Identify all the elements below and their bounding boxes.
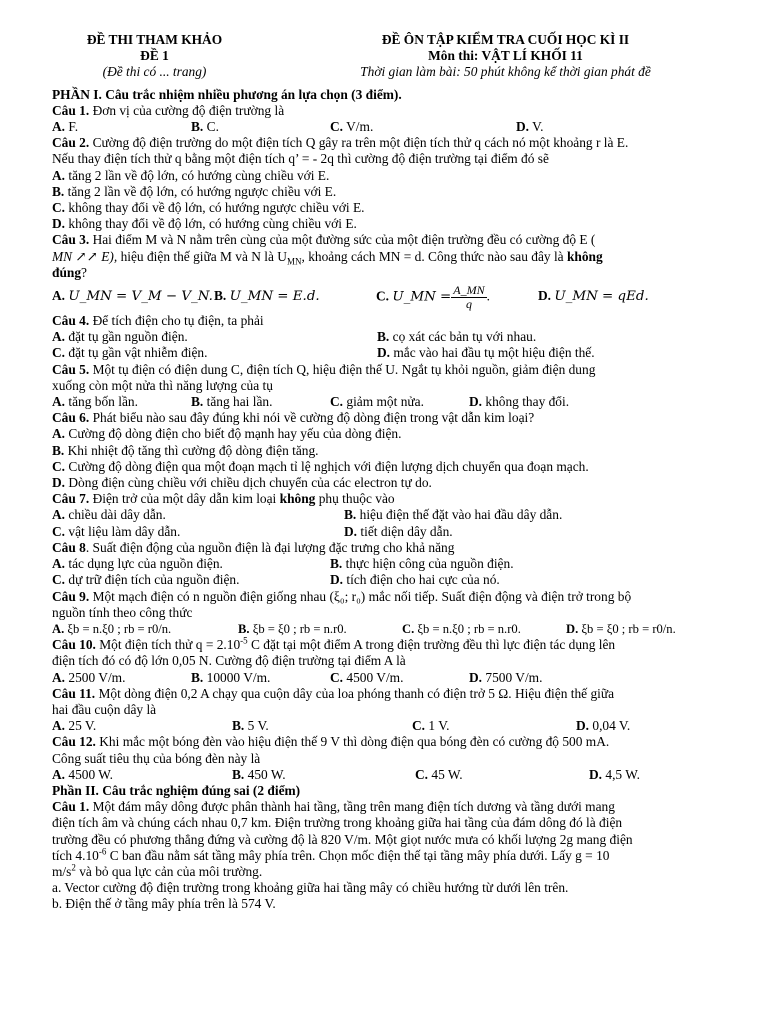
option-b[interactable]: B. tăng 2 lần về độ lớn, có hướng ngược chiều với E. — [52, 183, 337, 199]
header-left-note: (Đề thi có ... trang) — [102, 64, 207, 80]
q4-options-2 — [52, 345, 724, 361]
question-9-line2: nguồn tính theo công thức — [52, 604, 193, 620]
option-b[interactable]: B. hiệu điện thế đặt vào hai đầu dây dẫn. — [344, 507, 563, 523]
exam-header — [52, 32, 724, 81]
part2-question-1-line2: điện tích âm và chúng cách nhau 0,7 km. Điện trường trong khoảng giữa hai tầng của đám dông đó là điện — [52, 815, 623, 831]
option-a[interactable]: A. tăng 2 lần về độ lớn, có hướng cùng chiều với E. — [52, 167, 330, 183]
question-9: Câu 9. Một mạch điện có n nguồn điện giống nhau (ξ₀; r₀) mắc nối tiếp. Suất điện động và điện trở trong bộ — [52, 588, 632, 604]
question-5-line2: xuống còn một nửa thì năng lượng của tụ — [52, 377, 273, 393]
part2-question-1-line3: trường đều có phương thẳng đứng và cường độ là 820 V/m. Một giọt nước mưa có khối lượng 2g mang điện — [52, 831, 633, 847]
option-c[interactable]: C. ξb = n.ξ0 ; rb = n.r0. — [402, 621, 521, 636]
question-7: Câu 7. Điện trở của một dây dẫn kim loại không phụ thuộc vào — [52, 491, 395, 507]
option-c[interactable]: C. đặt tụ gần vật nhiễm điện. — [52, 345, 208, 361]
option-a[interactable]: A. U_MN = V_M − V_N. — [52, 288, 213, 305]
question-4: Câu 4. Để tích điện cho tụ điện, ta phải — [52, 313, 264, 329]
option-b[interactable]: B. thực hiện công của nguồn điện. — [330, 556, 514, 572]
part2-title: Phần II. Câu trắc nghiệm đúng sai (2 điểm) — [52, 782, 301, 798]
q12-options — [52, 767, 724, 783]
option-c[interactable]: C. U_MN = $\frac{A\_MN}{q}$ . — [376, 282, 490, 311]
q1-options — [52, 119, 724, 135]
option-b[interactable]: B. ξb = ξ0 ; rb = n.r0. — [238, 621, 347, 636]
option-c[interactable]: C. Cường độ dòng điện qua một đoạn mạch tỉ lệ nghịch với điện lượng dịch chuyển qua đoạn mạch. — [52, 458, 589, 474]
option-d[interactable]: D. tiết diện dây dẫn. — [344, 523, 453, 539]
option-a[interactable]: A. đặt tụ gần nguồn điện. — [52, 329, 188, 345]
header-left-title: ĐỀ THI THAM KHẢO — [86, 32, 223, 47]
option-d[interactable]: D. 7500 V/m. — [469, 669, 543, 685]
option-d[interactable]: D. không thay đổi. — [469, 394, 570, 410]
option-c[interactable]: C. dự trữ điện tích của nguồn điện. — [52, 572, 240, 588]
option-c[interactable]: C. giảm một nửa. — [330, 394, 424, 410]
option-a[interactable]: A. 25 V. — [52, 718, 97, 734]
option-c[interactable]: C. không thay đổi về độ lớn, có hướng ngược chiều với E. — [52, 200, 365, 216]
option-a[interactable]: A. Cường độ dòng điện cho biết độ mạnh hay yếu của dòng điện. — [52, 426, 402, 442]
header-left — [52, 32, 257, 81]
header-right-sub: Môn thi: VẬT LÍ KHỐI 11 — [428, 48, 583, 64]
question-6: Câu 6. Phát biểu nào sau đây đúng khi nói về cường độ dòng điện trong vật dẫn kim loại? — [52, 410, 535, 426]
question-10-line2: điện tích đó có độ lớn 0,05 N. Cường độ điện trường tại điểm A là — [52, 653, 406, 669]
statement-b[interactable]: b. Điện thế ở tầng mây phía trên là 574 V. — [52, 896, 276, 912]
option-d[interactable]: D. ξb = ξ0 ; rb = r0/n. — [566, 621, 676, 636]
option-d[interactable]: D. 0,04 V. — [576, 718, 631, 734]
option-a[interactable]: A. F. — [52, 119, 79, 135]
question-11-line2: hai đầu cuộn dây là — [52, 701, 157, 717]
option-c[interactable]: C. vật liệu làm dây dẫn. — [52, 523, 181, 539]
option-b[interactable]: B. 450 W. — [232, 766, 286, 782]
option-a[interactable]: A. 4500 W. — [52, 766, 114, 782]
option-a[interactable]: A. tác dụng lực của nguồn điện. — [52, 556, 223, 572]
question-12-line2: Công suất tiêu thụ của bóng đèn này là — [52, 750, 261, 766]
option-b[interactable]: B. 5 V. — [232, 718, 269, 734]
option-d[interactable]: D. mắc vào hai đầu tụ một hiệu điện thế. — [377, 345, 595, 361]
part2-question-1-line4: tích $4.10^{-6}$ C ban đầu nằm sát tầng mây phía trên. Chọn mốc điện thế tại tầng mây phía dưới. Lấy g = 10 — [52, 846, 610, 863]
q3-options — [52, 281, 724, 313]
question-2: Câu 2. Cường độ điện trường do một điện tích Q gây ra trên một điện tích thử q cách nó một khoảng r là E. — [52, 135, 629, 151]
q10-options — [52, 670, 724, 686]
option-c[interactable]: C. 4500 V/m. — [330, 669, 404, 685]
q5-options — [52, 394, 724, 410]
option-b[interactable]: B. U_MN = E.d. — [214, 288, 320, 305]
question-5: Câu 5. Một tụ điện có điện dung C, điện tích Q, hiệu điện thế U. Ngắt tụ khỏi nguồn, giảm điện dung — [52, 361, 596, 377]
part2-question-1-line5: $m/s^2$ và bỏ qua lực cản của môi trường. — [52, 862, 263, 879]
option-a[interactable]: A. ξb = n.ξ0 ; rb = r0/n. — [52, 621, 172, 636]
option-c[interactable]: C. 1 V. — [412, 718, 450, 734]
option-b[interactable]: B. tăng hai lần. — [191, 394, 273, 410]
option-a[interactable]: A. tăng bốn lần. — [52, 394, 138, 410]
header-right-note: Thời gian làm bài: 50 phút không kể thời gian phát đề — [360, 64, 651, 80]
question-8: Câu 8. Suất điện động của nguồn điện là đại lượng đặc trưng cho khả năng — [52, 539, 455, 555]
q11-options — [52, 718, 724, 734]
exam-page — [52, 32, 724, 913]
question-12: Câu 12. Khi mắc một bóng đèn vào hiệu điện thế 9 V thì dòng điện qua bóng đèn có cường độ 500 mA. — [52, 734, 610, 750]
option-a[interactable]: A. 2500 V/m. — [52, 669, 126, 685]
option-c[interactable]: C. V/m. — [330, 119, 374, 135]
question-10: Câu 10. Một điện tích thử $q = 2.10^{-5}$ C đặt tại một điểm A trong điện trường đều thì lực điện tác dụng lên — [52, 635, 616, 653]
option-d[interactable]: D. không thay đổi về độ lớn, có hướng cùng chiều với E. — [52, 216, 357, 232]
header-left-sub: ĐỀ 1 — [140, 48, 169, 64]
option-b[interactable]: B. C. — [191, 119, 219, 135]
option-d[interactable]: D. tích điện cho hai cực của nó. — [330, 572, 500, 588]
part1-title: PHẦN I. Câu trắc nhiệm nhiều phương án lựa chọn (3 điểm). — [52, 86, 402, 102]
q8-options-2 — [52, 572, 724, 588]
option-c[interactable]: C. 45 W. — [415, 766, 463, 782]
option-d[interactable]: D. Dòng điện cùng chiều với chiều dịch chuyển của các electron tự do. — [52, 475, 432, 491]
q7-options-1 — [52, 507, 724, 523]
question-11: Câu 11. Một dòng điện 0,2 A chạy qua cuộn dây của loa phóng thanh có điện trở 5 Ω. Hiệu điện thế giữa — [52, 685, 615, 701]
q7-options-2 — [52, 524, 724, 540]
header-right-title: ĐỀ ÔN TẬP KIỂM TRA CUỐI HỌC KÌ II — [381, 32, 630, 47]
option-d[interactable]: D. 4,5 W. — [589, 766, 640, 782]
header-right — [257, 32, 724, 81]
question-1: Câu 1. Đơn vị của cường độ điện trường là — [52, 102, 285, 118]
q9-options — [52, 621, 724, 637]
q4-options-1 — [52, 329, 724, 345]
option-d[interactable]: D. V. — [516, 119, 544, 135]
question-3: Câu 3. Hai điểm M và N nằm trên cùng của một đường sức của một điện trường đều có cường độ E ( — [52, 232, 596, 248]
question-2-line2: Nếu thay điện tích thử q bằng một điện tích q’ = - 2q thì cường độ điện trường tại điểm đó sẽ — [52, 151, 549, 167]
option-a[interactable]: A. chiều dài dây dẫn. — [52, 507, 166, 523]
option-d[interactable]: D. U_MN = qEd. — [538, 288, 649, 305]
option-b[interactable]: B. cọ xát các bản tụ với nhau. — [377, 329, 537, 345]
q8-options-1 — [52, 556, 724, 572]
option-b[interactable]: B. Khi nhiệt độ tăng thì cường độ dòng điện tăng. — [52, 442, 319, 458]
statement-a[interactable]: a. Vector cường độ điện trường trong khoảng giữa hai tầng mây có chiều hướng từ dưới lên trên. — [52, 880, 569, 896]
part2-question-1: Câu 1. Một đám mây dông được phân thành hai tầng, tầng trên mang điện tích dương và tầng dưới mang — [52, 799, 615, 815]
option-b[interactable]: B. 10000 V/m. — [191, 669, 271, 685]
question-3-line2: MN ↗↗ E), hiệu điện thế giữa M và N là $U_{MN}$, khoảng cách MN = d. Công thức nào sau đây là không — [52, 248, 603, 267]
question-3-line3: đúng? — [52, 264, 87, 280]
